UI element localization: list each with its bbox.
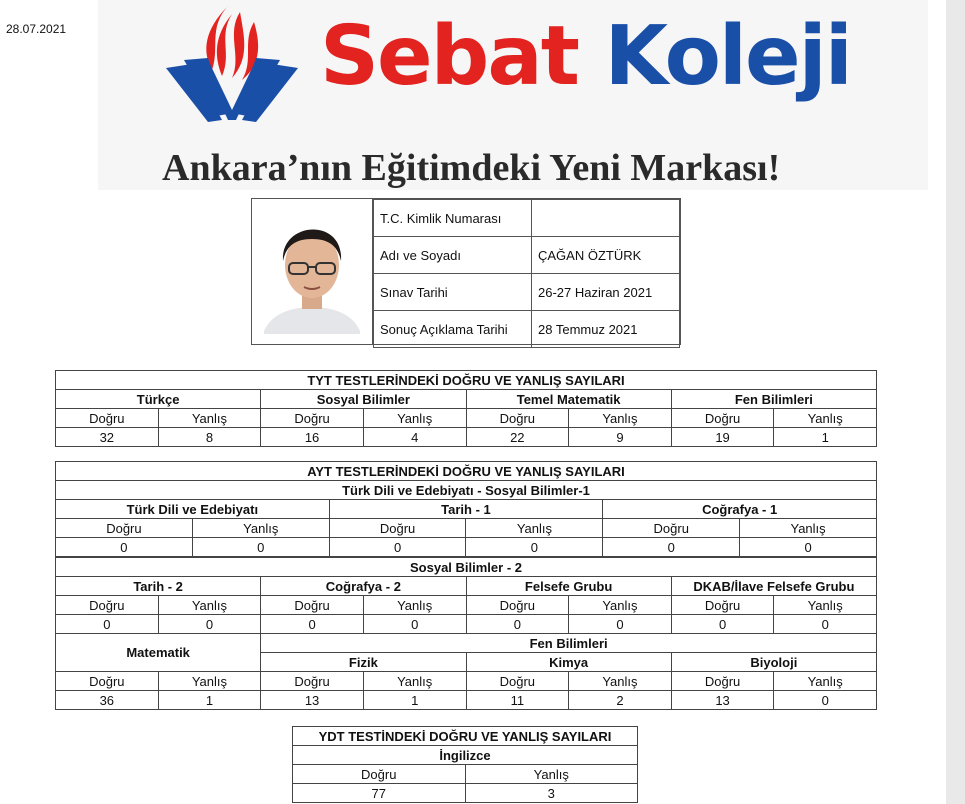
ayt-subject-cografya1: Coğrafya - 1 <box>603 500 877 519</box>
yanlis-header: Yanlış <box>465 765 638 784</box>
school-name <box>320 9 851 104</box>
score-cell: 22 <box>466 428 569 447</box>
yanlis-header: Yanlış <box>569 596 672 615</box>
ayt-subject-cografya2: Coğrafya - 2 <box>261 577 466 596</box>
dogru-header: Doğru <box>261 409 364 428</box>
ayt-subject-dkab: DKAB/İlave Felsefe Grubu <box>671 577 876 596</box>
yanlis-header: Yanlış <box>569 409 672 428</box>
info-row <box>374 200 680 237</box>
ayt-subject-fizik: Fizik <box>261 653 466 672</box>
ayt-subject-tarih1: Tarih - 1 <box>329 500 603 519</box>
dogru-header: Doğru <box>329 519 466 538</box>
dogru-header: Doğru <box>56 596 159 615</box>
info-row <box>374 311 680 348</box>
score-cell: 16 <box>261 428 364 447</box>
score-cell: 0 <box>261 615 364 634</box>
school-name-part1: Sebat <box>320 9 578 104</box>
score-cell: 3 <box>465 784 638 803</box>
school-tagline: Ankara’nın Eğitimdeki Yeni Markası! <box>162 147 781 189</box>
dogru-header: Doğru <box>466 409 569 428</box>
score-cell: 1 <box>158 691 261 710</box>
score-cell: 77 <box>293 784 466 803</box>
tyt-subject-fen: Fen Bilimleri <box>671 390 876 409</box>
dogru-header: Doğru <box>466 672 569 691</box>
ayt-subject-tarih2: Tarih - 2 <box>56 577 261 596</box>
score-cell: 4 <box>363 428 466 447</box>
score-cell: 0 <box>56 615 159 634</box>
yanlis-header: Yanlış <box>774 596 877 615</box>
dogru-header: Doğru <box>56 672 159 691</box>
yanlis-header: Yanlış <box>363 672 466 691</box>
ayt-subject-kimya: Kimya <box>466 653 671 672</box>
tyt-title: TYT TESTLERİNDEKİ DOĞRU VE YANLIŞ SAYILARI <box>56 371 877 390</box>
info-value-name: ÇAĞAN ÖZTÜRK <box>532 237 680 274</box>
student-info-table <box>373 199 680 348</box>
yanlis-header: Yanlış <box>363 596 466 615</box>
yanlis-header: Yanlış <box>774 409 877 428</box>
dogru-header: Doğru <box>261 672 364 691</box>
score-cell: 9 <box>569 428 672 447</box>
info-label-name: Adı ve Soyadı <box>374 237 532 274</box>
info-row <box>374 274 680 311</box>
score-cell: 0 <box>774 691 877 710</box>
score-cell: 0 <box>671 615 774 634</box>
ayt-results-table-group2 <box>55 557 877 710</box>
student-photo <box>252 199 373 344</box>
ayt-fen-title: Fen Bilimleri <box>261 634 877 653</box>
dogru-header: Doğru <box>293 765 466 784</box>
info-value-exam-date: 26-27 Haziran 2021 <box>532 274 680 311</box>
info-label-id: T.C. Kimlik Numarası <box>374 200 532 237</box>
ayt-group1-title: Türk Dili ve Edebiyatı - Sosyal Bilimler-1 <box>56 481 877 500</box>
ydt-title: YDT TESTİNDEKİ DOĞRU VE YANLIŞ SAYILARI <box>293 727 638 746</box>
info-label-result-date: Sonuç Açıklama Tarihi <box>374 311 532 348</box>
score-cell: 1 <box>774 428 877 447</box>
score-cell: 13 <box>671 691 774 710</box>
score-cell: 0 <box>603 538 740 557</box>
score-cell: 0 <box>329 538 466 557</box>
score-cell: 0 <box>56 538 193 557</box>
dogru-header: Doğru <box>261 596 364 615</box>
tyt-results-table <box>55 370 877 447</box>
ayt-subject-felsefe: Felsefe Grubu <box>466 577 671 596</box>
dogru-header: Doğru <box>56 519 193 538</box>
yanlis-header: Yanlış <box>363 409 466 428</box>
info-value-id <box>532 200 680 237</box>
score-cell: 8 <box>158 428 261 447</box>
student-photo-avatar <box>252 199 372 344</box>
yanlis-header: Yanlış <box>569 672 672 691</box>
score-cell: 0 <box>740 538 877 557</box>
info-row <box>374 237 680 274</box>
page-scrollbar-gutter[interactable] <box>946 0 965 804</box>
ayt-subject-biyoloji: Biyoloji <box>671 653 876 672</box>
score-cell: 0 <box>363 615 466 634</box>
print-date: 28.07.2021 <box>6 22 67 36</box>
yanlis-header: Yanlış <box>158 409 261 428</box>
school-logo-icon <box>162 2 302 128</box>
ayt-results-table-group1 <box>55 461 877 557</box>
yanlis-header: Yanlış <box>466 519 603 538</box>
ayt-title: AYT TESTLERİNDEKİ DOĞRU VE YANLIŞ SAYILARI <box>56 462 877 481</box>
score-cell: 1 <box>363 691 466 710</box>
ayt-subject-matematik: Matematik <box>56 634 261 672</box>
score-cell: 13 <box>261 691 364 710</box>
yanlis-header: Yanlış <box>158 596 261 615</box>
yanlis-header: Yanlış <box>192 519 329 538</box>
score-cell: 11 <box>466 691 569 710</box>
dogru-header: Doğru <box>603 519 740 538</box>
yanlis-header: Yanlış <box>158 672 261 691</box>
dogru-header: Doğru <box>671 409 774 428</box>
school-banner <box>98 0 928 190</box>
dogru-header: Doğru <box>671 596 774 615</box>
ayt-subject-edebiyat: Türk Dili ve Edebiyatı <box>56 500 330 519</box>
dogru-header: Doğru <box>466 596 569 615</box>
info-value-result-date: 28 Temmuz 2021 <box>532 311 680 348</box>
score-cell: 0 <box>158 615 261 634</box>
info-label-exam-date: Sınav Tarihi <box>374 274 532 311</box>
yanlis-header: Yanlış <box>740 519 877 538</box>
score-cell: 36 <box>56 691 159 710</box>
score-cell: 0 <box>466 615 569 634</box>
ayt-group2-title: Sosyal Bilimler - 2 <box>56 558 877 577</box>
dogru-header: Doğru <box>671 672 774 691</box>
score-cell: 0 <box>192 538 329 557</box>
ydt-results-table <box>292 726 638 803</box>
school-name-part2: Koleji <box>604 9 851 104</box>
ydt-subject-ingilizce: İngilizce <box>293 746 638 765</box>
score-cell: 2 <box>569 691 672 710</box>
student-profile <box>251 198 681 345</box>
score-cell: 0 <box>569 615 672 634</box>
score-cell: 0 <box>466 538 603 557</box>
score-cell: 19 <box>671 428 774 447</box>
tyt-subject-sosyal: Sosyal Bilimler <box>261 390 466 409</box>
score-cell: 0 <box>774 615 877 634</box>
tyt-subject-matematik: Temel Matematik <box>466 390 671 409</box>
tyt-subject-turkce: Türkçe <box>56 390 261 409</box>
dogru-header: Doğru <box>56 409 159 428</box>
yanlis-header: Yanlış <box>774 672 877 691</box>
score-cell: 32 <box>56 428 159 447</box>
